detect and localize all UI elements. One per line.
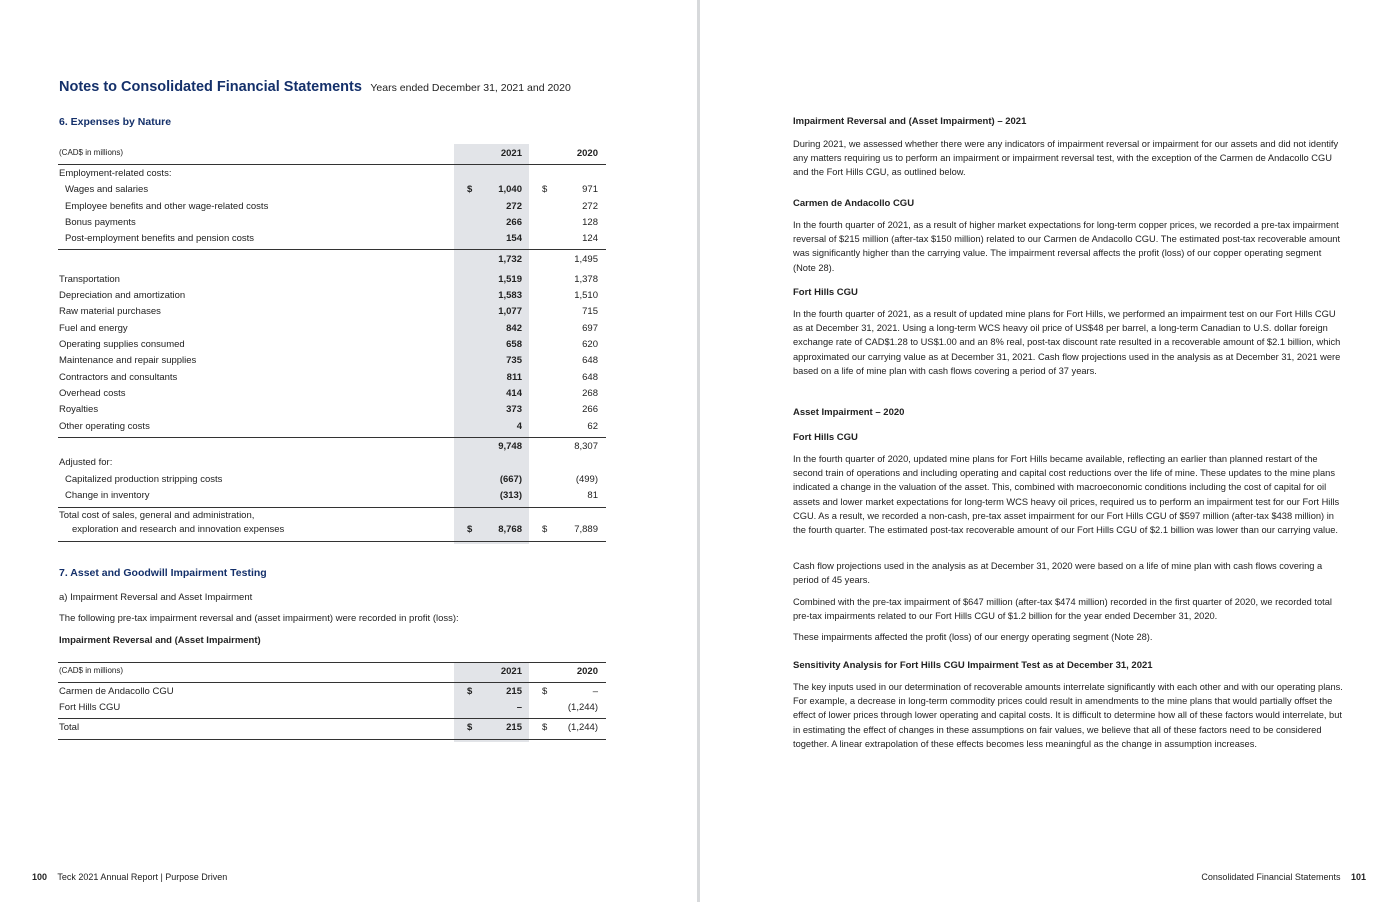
title-subtitle: Years ended December 31, 2021 and 2020 [370,82,571,94]
currency-2021: $ [467,184,473,195]
value-2020: 620 [582,339,598,350]
employment-label: Employment-related costs: [59,168,172,179]
col-2021-header: 2021 [500,148,522,159]
value-2021: 1,519 [498,274,522,285]
value-2020: 272 [582,201,598,212]
expenses-table [58,144,606,544]
row-label: Maintenance and repair supplies [59,355,197,366]
footer-left-text: Teck 2021 Annual Report | Purpose Driven [57,872,228,882]
value-2021: 1,077 [498,306,522,317]
subtotal-rule [58,249,606,250]
impairment-table-title: Impairment Reversal and (Asset Impairment) [59,635,261,646]
impairment-table [58,662,606,742]
row-label: Depreciation and amortization [59,290,186,301]
total-2021: 8,768 [498,524,522,535]
value-2020: 124 [582,233,598,244]
total-label-line2: exploration and research and innovation expenses [72,524,285,535]
value-2021: 658 [506,339,522,350]
units-label: (CAD$ in millions) [59,148,124,157]
value-2021: 266 [506,217,522,228]
subtotal-rule [58,437,606,438]
note7-heading: 7. Asset and Goodwill Impairment Testing [59,567,267,579]
row-label: Contractors and consultants [59,372,178,383]
value-2021: (313) [499,490,522,501]
total-2020: (1,244) [567,722,598,733]
value-2020: 697 [582,323,598,334]
paragraph: Cash flow projections used in the analysis as at December 31, 2020 were based on a life of mine plan with cash flows covering a period of 45 years. [793,561,1323,586]
total-rule [58,507,606,508]
value-2020: 715 [582,306,598,317]
row-label: Post-employment benefits and pension costs [65,233,255,244]
value-2021: 215 [506,686,522,697]
row-label: Fort Hills CGU [59,702,121,713]
row-label: Employee benefits and other wage-related costs [65,201,269,212]
row-label: Royalties [59,404,99,415]
total-2020: 7,889 [574,524,598,535]
value-2020: (1,244) [567,702,598,713]
row-label: Carmen de Andacollo CGU [59,686,174,697]
total-2021: 215 [506,722,522,733]
row-label: Overhead costs [59,388,126,399]
footer-right-text: Consolidated Financial Statements [1201,872,1341,882]
note7-sub-a: a) Impairment Reversal and Asset Impairment [59,592,253,603]
heading-carmen: Carmen de Andacollo CGU [793,198,915,209]
currency-2021: $ [467,722,473,733]
paragraph: In the fourth quarter of 2020, updated mine plans for Fort Hills became available, reflecting an earlier than planned restart of the second train of operations and including operating and capital cost reductions over the life of mine. These updates to the mine plans indicated a change in the valuation of the asset. This, combined with macroeconomic conditions including the cost of capital for oil assets and lower market expectations for long-term WCS heavy oil prices, required us to perform an impairment test for our Fort Hills CGU. As a result, we recorded a non-cash, pre-tax asset impairment for our Fort Hills CGU of $597 million (after-tax $438 million) in the fourth quarter. The estimated post-tax recoverable amount of our Fort Hills CGU of $2.1 billion was lower than our carrying value. [793,454,1340,536]
paragraph: Combined with the pre-tax impairment of $647 million (after-tax $474 million) recorded in the first quarter of 2020, we recorded total pre-tax impairments related to our Fort Hills CGU of $1.2 billion for the year ended December 31, 2020. [793,597,1332,622]
col-2021-header: 2021 [500,666,522,677]
row-label: Other operating costs [59,421,150,432]
heading-reversal-2021: Impairment Reversal and (Asset Impairment) – 2021 [793,116,1027,127]
row-label: Transportation [59,274,120,285]
bottom-rule [58,739,606,740]
note7-intro: The following pre-tax impairment reversal and (asset impairment) were recorded in profit (loss): [59,613,459,624]
value-2021: 4 [516,421,522,432]
value-2020: 1,510 [574,290,598,301]
page-number-left: 100 [32,872,48,882]
page-number-right: 101 [1350,872,1366,882]
value-2021: 1,040 [498,184,522,195]
value-2020: 81 [587,490,598,501]
header-rule [58,682,606,683]
value-2020: 648 [582,355,598,366]
value-2021: 1,583 [498,290,522,301]
units-label: (CAD$ in millions) [59,666,124,675]
currency-2020: $ [542,184,548,195]
col-2020-header: 2020 [576,148,598,159]
row-label: Change in inventory [65,490,150,501]
note6-heading: 6. Expenses by Nature [59,116,172,128]
value-2021: – [516,702,522,713]
value-2020: 971 [582,184,598,195]
value-2021: 414 [506,388,522,399]
value-2021: 842 [506,323,522,334]
footer-right [1201,872,1366,882]
row-label: Bonus payments [65,217,136,228]
row-label: Wages and salaries [65,184,149,195]
left-page [0,0,697,902]
value-2021: 272 [506,201,522,212]
value-2021: 154 [506,233,522,244]
header-rule [58,164,606,165]
value-2020: (499) [575,474,598,485]
subtotal-2021: 9,748 [498,441,522,452]
total-rule [58,718,606,719]
value-2020: 648 [582,372,598,383]
col-2020-header: 2020 [576,666,598,677]
currency-2020: $ [542,722,548,733]
paragraph: During 2021, we assessed whether there were any indicators of impairment reversal or impairment for our assets and did not identify any matters requiring us to perform an impairment or impairment reversal test, with the exception of the Carmen de Andacollo CGU and the Fort Hills CGU, as outlined below. [793,139,1339,178]
paragraph: In the fourth quarter of 2021, as a result of updated mine plans for Fort Hills, we performed an impairment test on our Fort Hills CGU as at December 31, 2021. Using a long-term WCS heavy oil price of US$48 per barrel, a long-term Canadian to U.S. dollar foreign exchange rate of CAD$1.28 to US$1.00 and an 8% real, post-tax discount rate resulted in a recoverable amount of $2.1 billion, which approximated our carrying value as at December 31, 2021. Cash flow projections used in the analysis as at December 31, 2021 were based on a life of mine plan with cash flows covering a period of 37 years. [793,309,1341,376]
total-bottom-rule [58,541,606,542]
currency-2021: $ [467,524,473,535]
paragraph: In the fourth quarter of 2021, as a result of higher market expectations for long-term copper prices, we recorded a pre-tax impairment reversal of $215 million (after-tax $150 million) related to our Carmen de Andacollo CGU. The estimated post-tax recoverable amount was significantly higher than the carrying value. The impairment reversal affects the profit (loss) of our copper operating segment (Note 28). [793,220,1341,273]
footer-left [32,872,227,882]
value-2020: – [592,686,598,697]
subtotal-2020: 1,495 [574,254,598,265]
value-2021: (667) [499,474,522,485]
currency-2020: $ [542,524,548,535]
subtotal-2020: 8,307 [574,441,598,452]
heading-fort-hills-2020: Fort Hills CGU [793,432,858,443]
top-rule [58,662,606,663]
row-label: Raw material purchases [59,306,161,317]
heading-fort-hills-2021: Fort Hills CGU [793,287,858,298]
paragraph: The key inputs used in our determination of recoverable amounts interrelate significantly with each other and with our operating plans. For example, a decrease in long-term commodity prices could result in amendments to the mine plans that would partially offset the effect of lower prices through lower operating and capital costs. It is difficult to determine how all of these factors would interrelate, but in estimating the effect of changes in these assumptions on fair values, we believe that all of these factors need to be considered together. A linear extrapolation of these effects becomes less meaningful as the change in assumption increases. [793,682,1343,749]
value-2020: 62 [587,421,598,432]
value-2020: 1,378 [574,274,598,285]
subtotal-2021: 1,732 [498,254,522,265]
adjusted-label: Adjusted for: [59,457,113,468]
value-2020: 268 [582,388,598,399]
total-label: Total [59,722,80,733]
total-label-line1: Total cost of sales, general and administration, [59,510,255,521]
heading-impairment-2020: Asset Impairment – 2020 [793,407,905,418]
value-2020: 266 [582,404,598,415]
page-title [59,78,571,96]
value-2021: 811 [506,372,522,383]
right-page [700,0,1395,902]
heading-sensitivity: Sensitivity Analysis for Fort Hills CGU Impairment Test as at December 31, 2021 [793,660,1153,671]
value-2021: 735 [506,355,522,366]
right-text-column [793,0,1345,902]
row-label: Operating supplies consumed [59,339,185,350]
value-2021: 373 [506,404,522,415]
currency-2020: $ [542,686,548,697]
title-main: Notes to Consolidated Financial Statements [59,79,362,95]
paragraph: These impairments affected the profit (loss) of our energy operating segment (Note 28). [793,632,1153,642]
value-2020: 128 [582,217,598,228]
row-label: Capitalized production stripping costs [65,474,223,485]
currency-2021: $ [467,686,473,697]
row-label: Fuel and energy [59,323,128,334]
